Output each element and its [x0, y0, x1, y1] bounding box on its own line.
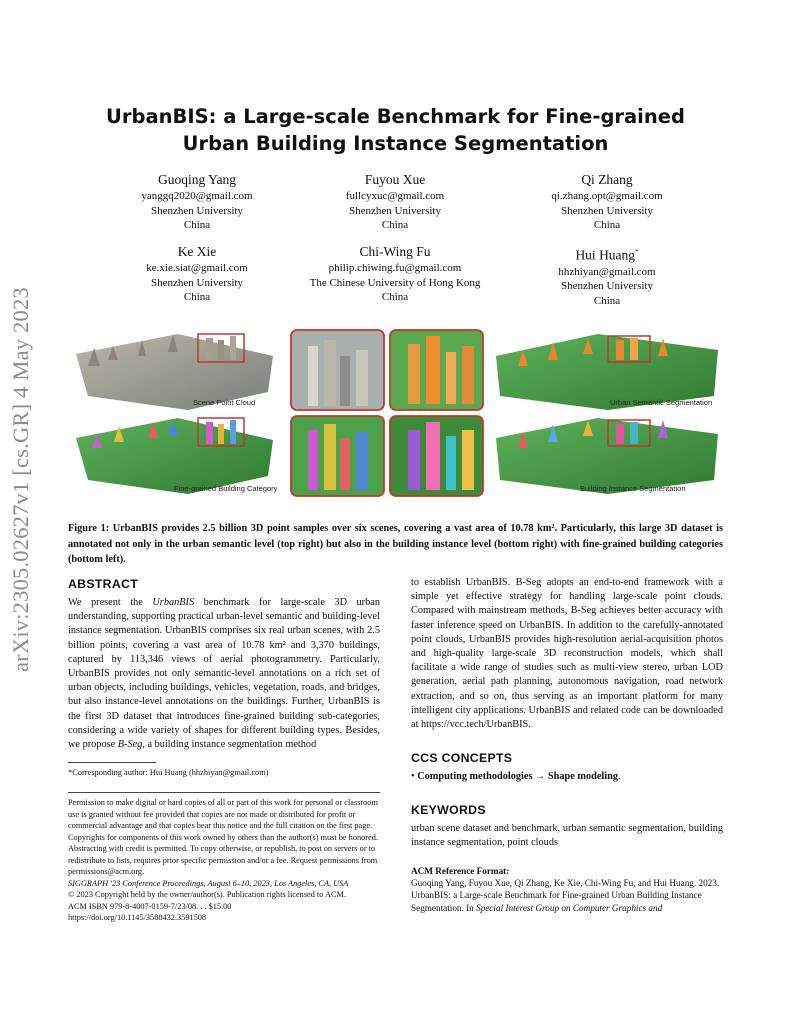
author-email[interactable]: philip.chiwing.fu@gmail.com — [328, 262, 462, 274]
instance-label: Building Instance Segmentation — [580, 484, 686, 493]
author-name: Qi Zhang — [581, 172, 633, 187]
zoom-panel-category — [291, 416, 384, 496]
author-email[interactable]: hhzhiyan@gmail.com — [558, 265, 656, 278]
category-scene — [76, 418, 273, 494]
conference-line: SIGGRAPH '23 Conference Proceedings, August 6–10, 2023, Los Angeles, CA, USA — [68, 878, 349, 888]
keywords-heading: KEYWORDS — [411, 803, 486, 818]
author-country: China — [381, 291, 409, 303]
doi-line[interactable]: https://doi.org/10.1145/3588432.3591508 — [68, 913, 207, 923]
author-affiliation: Shenzhen University — [151, 204, 243, 217]
author — [82, 243, 312, 305]
semantic-label: Urban Semantic Segmentation — [610, 398, 713, 407]
zoom-panel-instance — [390, 416, 483, 496]
isbn-line: ACM ISBN 979-8-4007-0159-7/23/08. . . $15.00 — [68, 901, 232, 911]
author-name: Chi-Wing Fu — [359, 244, 431, 259]
author-country: China — [593, 294, 621, 307]
author-affiliation: Shenzhen University — [561, 204, 653, 217]
author — [280, 243, 510, 305]
ccs-item: • Computing methodologies → Shape modeling. — [411, 771, 621, 783]
author-affiliation: The Chinese University of Hong Kong — [309, 276, 481, 289]
author — [492, 243, 722, 308]
author-country: China — [381, 219, 409, 231]
footnote-rule — [68, 762, 156, 763]
author-email[interactable]: qi.zhang.opt@gmail.com — [551, 190, 663, 202]
author — [82, 171, 312, 233]
reference-format-heading: ACM Reference Format: — [411, 865, 510, 876]
keywords-text: urban scene dataset and benchmark, urban semantic segmentation, building instance segmentation, point clouds — [411, 823, 723, 849]
ccs-heading: CCS CONCEPTS — [411, 751, 513, 766]
abstract-continued: to establish UrbanBIS. B-Seg adopts an end-to-end framework with a simple yet effective strategy for handling large-scale point clouds. Compared with mainstream methods, B-Seg achieves better accuracy with faster inference speed on UrbanBIS. In addition to the carefully-annotated point clouds, UrbanBIS provides high-resolution aerial-acquisition photos and high-quality large-scale 3D reconstruction models, which shall facilitate a wide range of studies such as multi-view stereo, urban LOD generation, aerial path planning, autonomous navigation, road network extraction, and so on, thus serving as an important platform for many intelligent city applications. UrbanBIS and related code can be downloaded at https://vcc.tech/UrbanBIS. — [411, 577, 723, 731]
left-column — [68, 576, 380, 924]
author-name: Hui Huang* — [575, 247, 639, 263]
author-name: Fuyou Xue — [364, 172, 426, 187]
corresponding-author-note: *Corresponding author: Hui Huang (hhzhiyan@gmail.com) — [68, 768, 269, 778]
author-country: China — [593, 219, 621, 231]
paper-title: UrbanBIS: a Large-scale Benchmark for Fine-grained Urban Building Instance Segmentation — [106, 105, 685, 155]
permission-notice — [68, 792, 380, 924]
author-email[interactable]: fullcyxuc@gmail.com — [345, 190, 445, 202]
permission-text: Permission to make digital or hard copies of all or part of this work for personal or classroom use is granted without fee provided that copies are not made or distributed for profit or commercial advantage and that copies bear this notice and the full citation on the first page. Copyrights for components of this work owned by others than the author(s) must be honored. Abstracting with credit is permitted. To copy otherwise, or republish, to post on servers or to redistribute to lists, requires prior specific permission and/or a fee. Request permissions from permissions@acm.org. — [68, 798, 378, 877]
author-name: Ke Xie — [177, 244, 217, 259]
author-affiliation: Shenzhen University — [151, 276, 243, 289]
teaser-illustration — [68, 326, 723, 498]
right-column — [411, 576, 723, 914]
author-email[interactable]: ke.xie.siat@gmail.com — [146, 262, 248, 274]
author-affiliation: Shenzhen University — [561, 280, 653, 292]
reference-format-text: Guoqing Yang, Fuyou Xue, Qi Zhang, Ke Xie, Chi-Wing Fu, and Hui Huang. 2023. UrbanBIS: a Large-scale Benchmark for Fine-grained Urban Building Instance Segmentation. In Special Interest Group on Computer Graphics and — [411, 877, 720, 913]
abstract-heading: ABSTRACT — [68, 577, 139, 591]
instance-scene — [496, 418, 718, 494]
figure-caption: Figure 1: UrbanBIS provides 2.5 billion 3D point samples over six scenes, covering a vast area of 10.78 km². Particularly, this large 3D dataset is annotated not only in the urban semantic level (top right) but also in the building instance level (bottom right) with fine-grained building categories (bottom left). — [68, 523, 723, 565]
arxiv-identifier: arXiv:2305.02627v1 [cs.GR] 4 May 2023 — [8, 287, 33, 673]
author — [492, 171, 722, 233]
author-affiliation: Shenzhen University — [349, 204, 441, 217]
author-country: China — [183, 291, 211, 303]
scene-label: Scene Point Cloud — [193, 398, 256, 407]
teaser-figure — [68, 326, 723, 498]
zoom-panel-scene — [291, 330, 384, 410]
copyright-line: © 2023 Copyright held by the owner/author(s). Publication rights licensed to ACM. — [68, 890, 346, 900]
author-email[interactable]: yanggq2020@gmail.com — [141, 190, 253, 202]
abstract-text: We present the UrbanBIS benchmark for large-scale 3D urban understanding, supporting practical urban-level semantic and building-level instance segmentation. UrbanBIS comprises six real urban scenes, with 2.5 billion points, covering a vast area of 10.78 km² and 3,370 buildings, captured by 113,346 views of aerial photogrammetry. Particularly, UrbanBIS provides not only semantic-level annotations on a rich set of urban objects, including buildings, vehicles, vegetation, roads, and bridges, but also instance-level annotations on the buildings. Further, UrbanBIS is the first 3D dataset that introduces fine-grained building sub-categories, considering a wide variety of shapes for different building types. Besides, we propose B-Seg, a building instance segmentation method — [68, 597, 380, 751]
author-name: Guoqing Yang — [157, 172, 236, 187]
zoom-panel-semantic — [390, 330, 483, 410]
author — [280, 171, 510, 233]
category-label: Fine-grained Building Category — [174, 484, 278, 493]
author-country: China — [183, 219, 211, 231]
